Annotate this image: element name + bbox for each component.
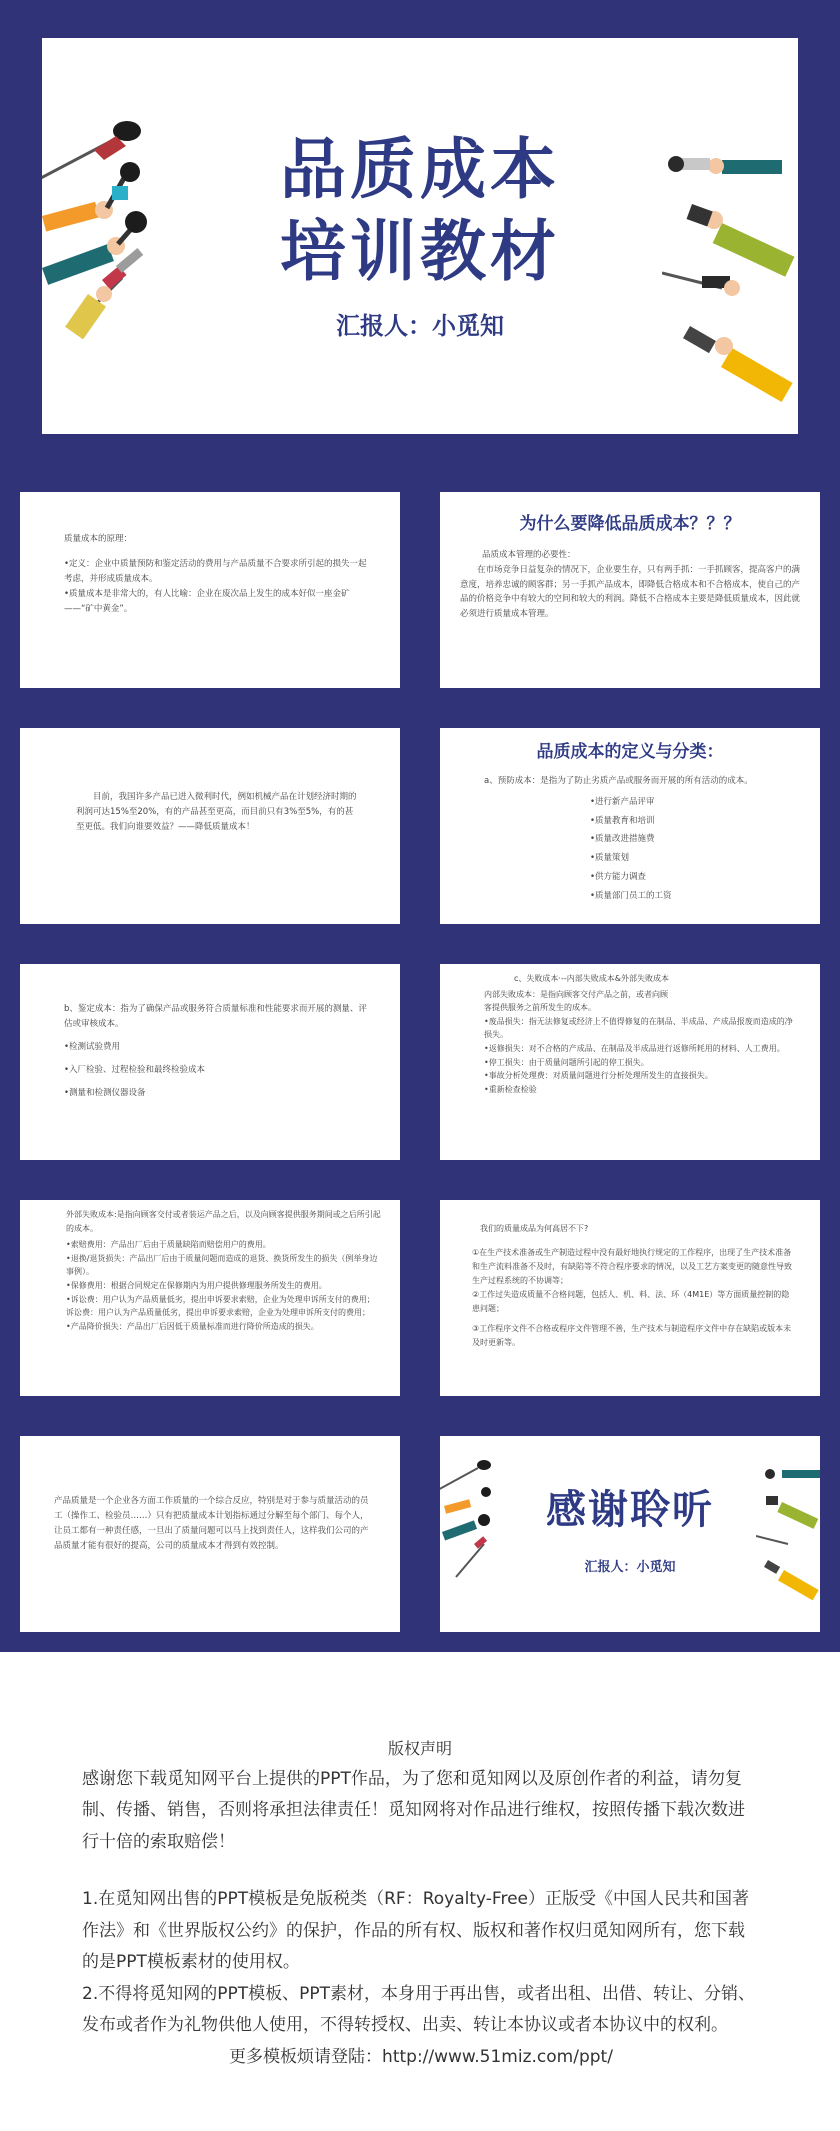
slide-definition-classification bbox=[420, 708, 840, 944]
cover-title-line2: 培训教材 bbox=[280, 213, 560, 290]
mic-right-1 bbox=[668, 156, 782, 174]
slide-external-failure bbox=[0, 1180, 420, 1416]
copyright-para-3: 2.不得将觅知网的PPT模板、PPT素材，本身用于再出售，或者出租、出借、转让、分销、发布或者作为礼物供他人使用，不得转授权、出卖、转让本协议或者本协议中的权利。 bbox=[82, 1983, 755, 2036]
slide3-title: 为什么要降低品质成本？？？ bbox=[519, 514, 741, 534]
slide5-intro: a、预防成本：是指为了防止劣质产品或服务而开展的所有活动的成本。 bbox=[484, 775, 753, 786]
slide8-panel bbox=[20, 1200, 400, 1396]
slide-responsibility bbox=[0, 1416, 420, 1652]
thanks-title: 感谢聆听 bbox=[546, 1487, 714, 1533]
copyright-body bbox=[82, 1764, 760, 2073]
list-item: •产品降价损失：产品出厂后因低于质量标准而进行降价所造成的损失。 bbox=[66, 1321, 319, 1331]
slide-why-reduce bbox=[420, 472, 840, 708]
list-item: ②工作过失造成质量不合格问题，包括人、机、料、法、环（4M1E）等方面质量控制的隐患问题； bbox=[472, 1290, 790, 1313]
slide7-sub2: 客提供服务之前所发生的成本。 bbox=[484, 1003, 596, 1013]
slide11-panel bbox=[440, 1436, 820, 1632]
list-item: ③工作程序文件不合格或程序文件管理不善，生产技术与制造程序文件中存在缺陷或版本未及时更新等。 bbox=[472, 1324, 792, 1347]
list-item: •检测试验费用 bbox=[64, 1041, 121, 1052]
copyright-para-1: 感谢您下载觅知网平台上提供的PPT作品，为了您和觅知网以及原创作者的利益，请勿复制、传播、销售，否则将承担法律责任！觅知网将对作品进行维权，按照传播下载次数进行十倍的索取赔偿！ bbox=[82, 1769, 745, 1852]
slide5-panel bbox=[440, 728, 820, 924]
list-item: •供方能力调查 bbox=[590, 872, 647, 883]
list-item: ①在生产技术准备或生产制造过程中没有最好地执行规定的工作程序，出现了生产技术准备和生产流料准备不及时，有缺陷等不符合程序要求的情况，以及工艺方案变更的随意性导致生产过程系统的不协调等； bbox=[472, 1248, 792, 1285]
list-item: •事故分析处理费：对质量问题进行分析处理所发生的直接损失。 bbox=[484, 1071, 713, 1081]
microphones-left-illustration bbox=[42, 98, 182, 398]
list-item: •返修损失：对不合格的产成品、在制品及半成品进行返修所耗用的材料、人工费用。 bbox=[484, 1043, 785, 1053]
slide-why-high bbox=[420, 1180, 840, 1416]
slide9-panel bbox=[440, 1200, 820, 1396]
slide7-panel bbox=[440, 964, 820, 1160]
slide-micro-profit bbox=[0, 708, 420, 944]
mic-right-2 bbox=[687, 204, 795, 277]
slide3-panel bbox=[440, 492, 820, 688]
slide-failure-cost bbox=[420, 944, 840, 1180]
list-item: •质量策划 bbox=[590, 853, 630, 864]
microphones-right-small-illustration bbox=[756, 1466, 820, 1606]
microphones-left-small-illustration bbox=[440, 1452, 504, 1592]
slide-quality-cost-principle bbox=[0, 472, 420, 708]
slide7-sub1: 内部失败成本：是指向顾客交付产品之前，或者向顾 bbox=[484, 989, 668, 999]
slide2-line-definition: •定义：企业中质量预防和鉴定活动的费用与产品质量不合要求所引起的损失一起考虑，并形成质量成本。 bbox=[64, 558, 367, 584]
list-item: •废品损失：指无法修复或经济上不值得修复的在制品、半成品、产成品报废而造成的净损失。 bbox=[484, 1016, 793, 1040]
slide6-intro: b、鉴定成本：指为了确保产品或服务符合质量标准和性能要求而开展的测量、评估或审核成本。 bbox=[64, 1004, 367, 1029]
slide4-body: 目前，我国许多产品已进入微利时代，例如机械产品在计划经济时期的利润可达15%至20%，有的产品甚至更高，而目前只有3%至5%，有的甚至更低。我们向谁要效益？——降低质量成本！ bbox=[76, 792, 357, 832]
slide5-list bbox=[440, 795, 820, 904]
copyright-more-link[interactable]: 更多模板烦请登陆：http://www.51miz.com/ppt/ bbox=[229, 2046, 613, 2067]
slide5-title: 品质成本的定义与分类： bbox=[536, 742, 724, 762]
list-item: •进行新产品评审 bbox=[590, 796, 655, 807]
slide-thanks bbox=[420, 1416, 840, 1652]
list-item: •诉讼费：用户认为产品质量低劣，提出申诉要求索赔，企业为处理申诉所支付的费用；诉讼费：用户认为产品质量低劣，提出申诉要求索赔，企业为处理申诉所支付的费用； bbox=[66, 1294, 375, 1318]
slide2-panel bbox=[20, 492, 400, 688]
cover-reporter: 汇报人：小觅知 bbox=[336, 312, 504, 340]
slide3-body: 在市场竞争日益复杂的情况下，企业要生存，只有两手抓：一手抓顾客，提高客户的满意度，培养忠诚的顾客群；另一手抓产品成本，即降低合格成本和不合格成本，使自己的产品的价格竞争中有较大的空间和较大的利润。降低不合格成本主要是降低质量成本，因此就必须进行质量成本管理。 bbox=[460, 564, 801, 620]
slide2-heading: 质量成本的原理： bbox=[64, 534, 133, 544]
list-item: •索赔费用：产品出厂后由于质量缺陷而赔偿用户的费用。 bbox=[66, 1240, 271, 1250]
list-item: •测量和检测仪器设备 bbox=[64, 1087, 146, 1098]
list-item: •停工损失：由于质量问题所引起的停工损失。 bbox=[484, 1057, 649, 1067]
slide6-panel bbox=[20, 964, 400, 1160]
copyright-title: 版权声明 bbox=[387, 1739, 452, 1758]
cover-panel bbox=[42, 38, 798, 434]
slide7-heading: c、失败成本·--内部失败成本&外部失败成本 bbox=[514, 974, 669, 983]
slide-appraisal-cost bbox=[0, 944, 420, 1180]
slide3-subtitle: 品质成本管理的必要性： bbox=[482, 549, 576, 560]
slide10-panel bbox=[20, 1436, 400, 1632]
list-item: •退换/退货损失：产品出厂后由于质量问题而造成的退货、换货所发生的损失（例举身边事例）。 bbox=[66, 1253, 378, 1277]
list-item: •质量改进措施费 bbox=[590, 834, 655, 845]
list-item: •重新检查检验 bbox=[484, 1084, 537, 1094]
mic-right-4 bbox=[683, 326, 793, 402]
list-item: •质量部门员工的工资 bbox=[590, 891, 672, 901]
slide9-question: 我们的质量成品为何高居不下? bbox=[480, 1224, 589, 1233]
slide6-list bbox=[64, 1040, 370, 1101]
copyright-section bbox=[0, 1652, 840, 2131]
list-item: •质量教育和培训 bbox=[590, 815, 655, 826]
slide-cover bbox=[0, 0, 840, 472]
microphones-right-illustration bbox=[662, 148, 798, 428]
mic-right-3 bbox=[662, 273, 740, 296]
slide2-line-goldmine: •质量成本是非常大的，有人比喻：企业在废次品上发生的成本好似一座金矿——“矿中黄金”。 bbox=[64, 588, 350, 614]
slide8-intro: 外部失败成本:是指向顾客交付或者装运产品之后，以及向顾客提供服务期间或之后所引起的成本。 bbox=[66, 1210, 381, 1233]
cover-title-line1: 品质成本 bbox=[280, 131, 560, 208]
slide4-panel bbox=[20, 728, 400, 924]
slide10-body: 产品质量是一个企业各方面工作质量的一个综合反应，特别是对于参与质量活动的员工（操作工、检验员……）只有把质量成本计划指标通过分解至每个部门、每个人，让员工都有一种责任感，一旦出了质量问题可以马上找到责任人，这样我们公司的产品质量才能有很好的提高，公司的质量成本才得到有效控制。 bbox=[54, 1496, 369, 1551]
list-item: •入厂检验、过程检验和最终检验成本 bbox=[64, 1064, 206, 1075]
copyright-para-2: 1.在觅知网出售的PPT模板是免版税类（RF：Royalty-Free）正版受《中国人民共和国著作法》和《世界版权公约》的保护，作品的所有权、版权和著作权归觅知网所有，您下载的是PPT模板素材的使用权。 bbox=[82, 1889, 749, 1973]
list-item: •保修费用：根据合同规定在保修期内为用户提供修理服务所发生的费用。 bbox=[66, 1280, 327, 1290]
thanks-reporter: 汇报人：小觅知 bbox=[584, 1560, 676, 1575]
